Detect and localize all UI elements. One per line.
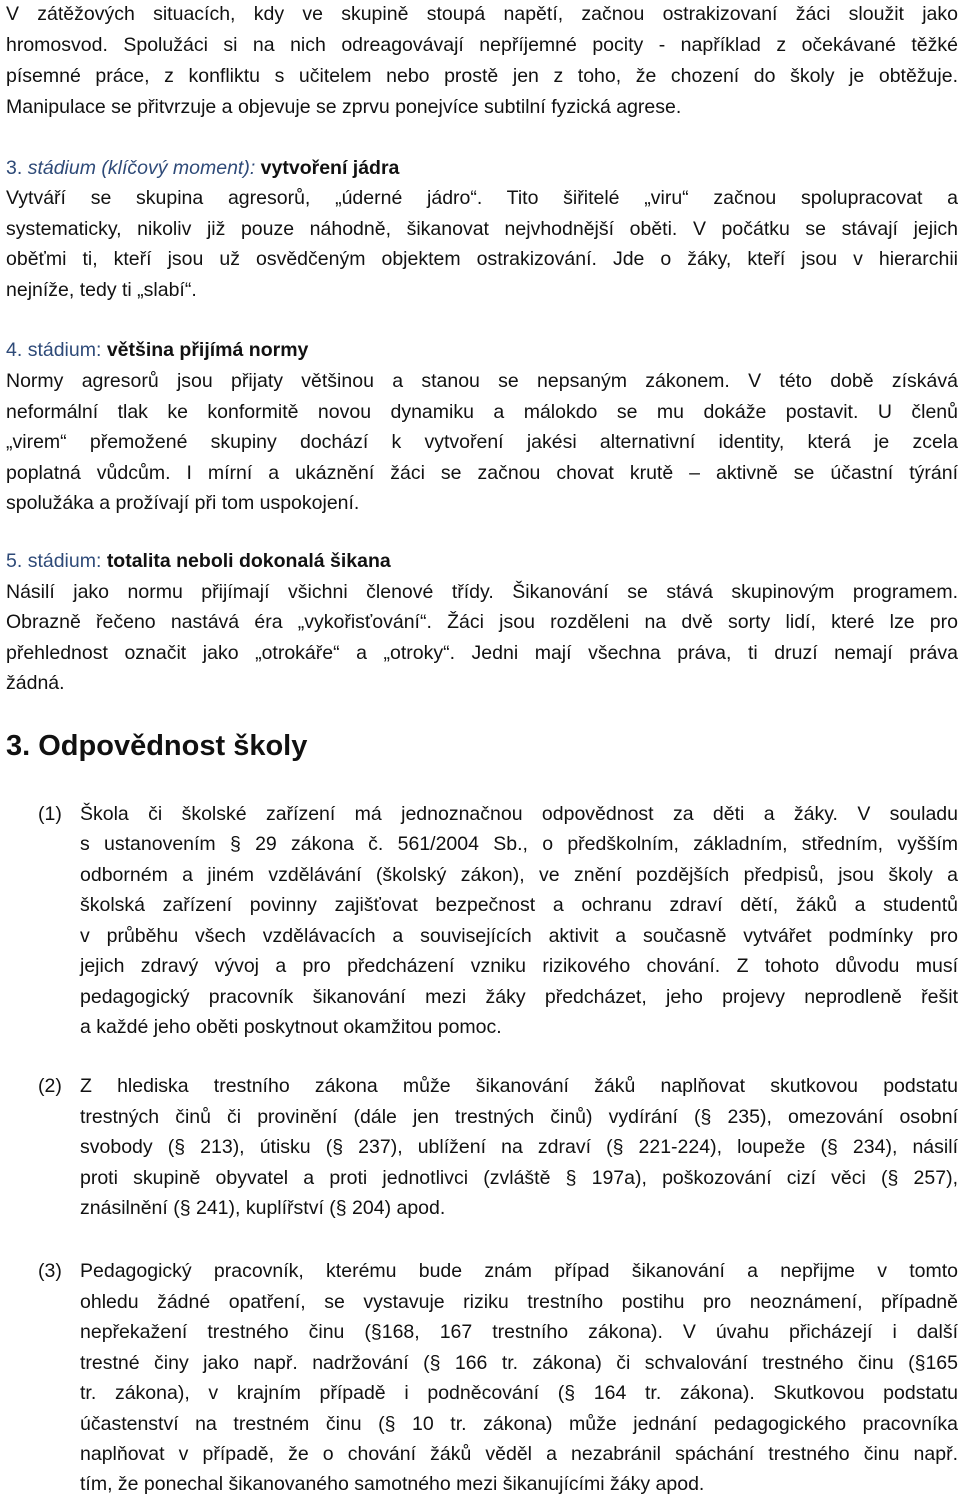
list-item-line: tr. zákona), v krajním případě i podněcování (§ 164 tr. zákona). Skutkovou podstatu — [80, 1382, 958, 1404]
list-item-line: svobody (§ 213), útisku (§ 237), ublížení na zdraví (§ 221-224), loupeže (§ 234), násilí — [80, 1136, 958, 1158]
list-item-line: Pedagogický pracovník, kterému bude znám případ šikanování a nepřijme v tomto — [80, 1260, 958, 1282]
list-item-line: a každé jeho oběti poskytnout okamžitou pomoc. — [80, 1016, 502, 1038]
section-number: 3. — [6, 730, 31, 762]
paragraph-line: poplatná vůdcům. I mírní a ukáznění žáci se začnou chovat krutě – aktivně se účastní týrání — [6, 462, 958, 484]
list-item-line: ohledu žádné opatření, se vystavuje riziku trestního postihu pro neoznámení, případně — [80, 1291, 958, 1313]
section-heading — [6, 728, 307, 764]
paragraph-line: neformální tlak ke konformitě novou dynamiku a málokdo se mu dokáže postavit. U členů — [6, 401, 958, 423]
list-marker: (3) — [38, 1260, 62, 1282]
list-item-line: odborném a jiném vzdělávání (školský zákon), ve znění pozdějších předpisů, jsou školy a — [80, 864, 958, 886]
paragraph-line: V zátěžových situacích, kdy ve skupině stoupá napětí, začnou ostrakizovaní žáci sloužit jako — [6, 3, 958, 25]
list-marker: (1) — [38, 803, 62, 825]
list-item-line: v průběhu všech vzdělávacích a souvisejících aktivit a současně vytvářet podmínky pro — [80, 925, 958, 947]
stage-4-heading — [6, 336, 308, 364]
stage-title: většina přijímá normy — [106, 339, 309, 361]
stage-number: 3. — [6, 157, 23, 179]
list-marker: (2) — [38, 1075, 62, 1097]
stage-number: 4. — [6, 339, 23, 361]
stage-5-heading — [6, 547, 391, 575]
section-title: Odpovědnost školy — [38, 730, 308, 762]
list-item-line: trestných činů či provinění (dále jen trestných činů) vydírání (§ 235), omezování osobní — [80, 1106, 958, 1128]
list-item-line: nepřekažení trestného činu (§168, 167 trestního zákona). V úvahu přicházejí i další — [80, 1321, 958, 1343]
paragraph-line: spolužáka a prožívají při tom uspokojení. — [6, 492, 360, 514]
paragraph-line: přehlednost označit jako „otrokáře“ a „otroky“. Jedni mají všechna práva, ti druzí nemají práva — [6, 642, 958, 664]
stage-label: stádium: — [27, 339, 102, 361]
paragraph-line: Obrazně řečeno nastává éra „vykořisťování“. Žáci jsou rozděleni na dvě sorty lidí, které lze pro — [6, 611, 958, 633]
paragraph-line: Manipulace se přitvrzuje a objevuje se zprvu ponejvíce subtilní fyzická agrese. — [6, 96, 682, 118]
stage-3-heading — [6, 154, 399, 182]
list-item-line: naplňovat v případě, že o chování žáků věděl a nezabránil spáchání trestného činu např. — [80, 1443, 958, 1465]
list-item-line: školská zařízení povinny zajišťovat bezpečnost a ochranu zdraví dětí, žáků a studentů — [80, 894, 958, 916]
stage-label: stádium (klíčový moment): — [27, 157, 256, 179]
list-item-line: znásilnění (§ 241), kuplířství (§ 204) apod. — [80, 1197, 446, 1219]
paragraph-line: žádná. — [6, 672, 65, 694]
list-item-line: Z hlediska trestního zákona může šikanování žáků naplňovat skutkovou podstatu — [80, 1075, 958, 1097]
paragraph-line: hromosvod. Spolužáci si na nich odreagovávají nepříjemné pocity - například z očekávané těžké — [6, 34, 958, 56]
paragraph-line: Normy agresorů jsou přijaty většinou a stanou se nepsaným zákonem. V této době získává — [6, 370, 958, 392]
paragraph-line: písemné práce, z konfliktu s učitelem nebo prostě jen z toho, že chození do školy je obtěžuje. — [6, 65, 958, 87]
stage-number: 5. — [6, 550, 23, 572]
stage-label: stádium: — [27, 550, 102, 572]
list-item-line: s ustanovením § 29 zákona č. 561/2004 Sb., o předškolním, základním, středním, vyšším — [80, 833, 958, 855]
list-item-line: proti skupině obyvatel a proti jednotlivci (zvláště § 197a), poškozování cizí věci (§ 257), — [80, 1167, 958, 1189]
paragraph-line: Vytváří se skupina agresorů, „úderné jádro“. Tito šiřitelé „viru“ začnou spolupracovat a — [6, 187, 958, 209]
stage-title: totalita neboli dokonalá šikana — [106, 550, 391, 572]
paragraph-line: nejníže, tedy ti „slabí“. — [6, 279, 197, 301]
list-item-line: trestné činy jako např. nadržování (§ 166 tr. zákona) či schvalování trestného činu (§165 — [80, 1352, 958, 1374]
list-item-line: Škola či školské zařízení má jednoznačnou odpovědnost za děti a žáky. V souladu — [80, 803, 958, 825]
paragraph-line: „virem“ přemožené skupiny dochází k vytvoření jakési alternativní identity, která je zcela — [6, 431, 958, 453]
paragraph-line: systematicky, nikoliv již pouze náhodně, šikanovat nejvhodnější oběti. V počátku se stávají jejich — [6, 218, 958, 240]
list-item-line: tím, že ponechal šikanovaného samotného mezi šikanujícími žáky apod. — [80, 1473, 705, 1495]
stage-title: vytvoření jádra — [260, 157, 400, 179]
list-item-line: pedagogický pracovník šikanování mezi žáky předcházet, jeho projevy neprodleně řešit — [80, 986, 958, 1008]
list-item-line: jejich zdravý vývoj a pro předcházení vzniku rizikového chování. Z tohoto důvodu musí — [80, 955, 958, 977]
paragraph-line: Násilí jako normu přijímají všichni členové třídy. Šikanování se stává skupinovým programem. — [6, 581, 958, 603]
paragraph-line: oběťmi ti, kteří jsou už osvědčeným objektem ostrakizování. Jde o žáky, kteří jsou v hierarchii — [6, 248, 958, 270]
list-item-line: účastenství na trestném činu (§ 10 tr. zákona) může jednání pedagogického pracovníka — [80, 1413, 958, 1435]
